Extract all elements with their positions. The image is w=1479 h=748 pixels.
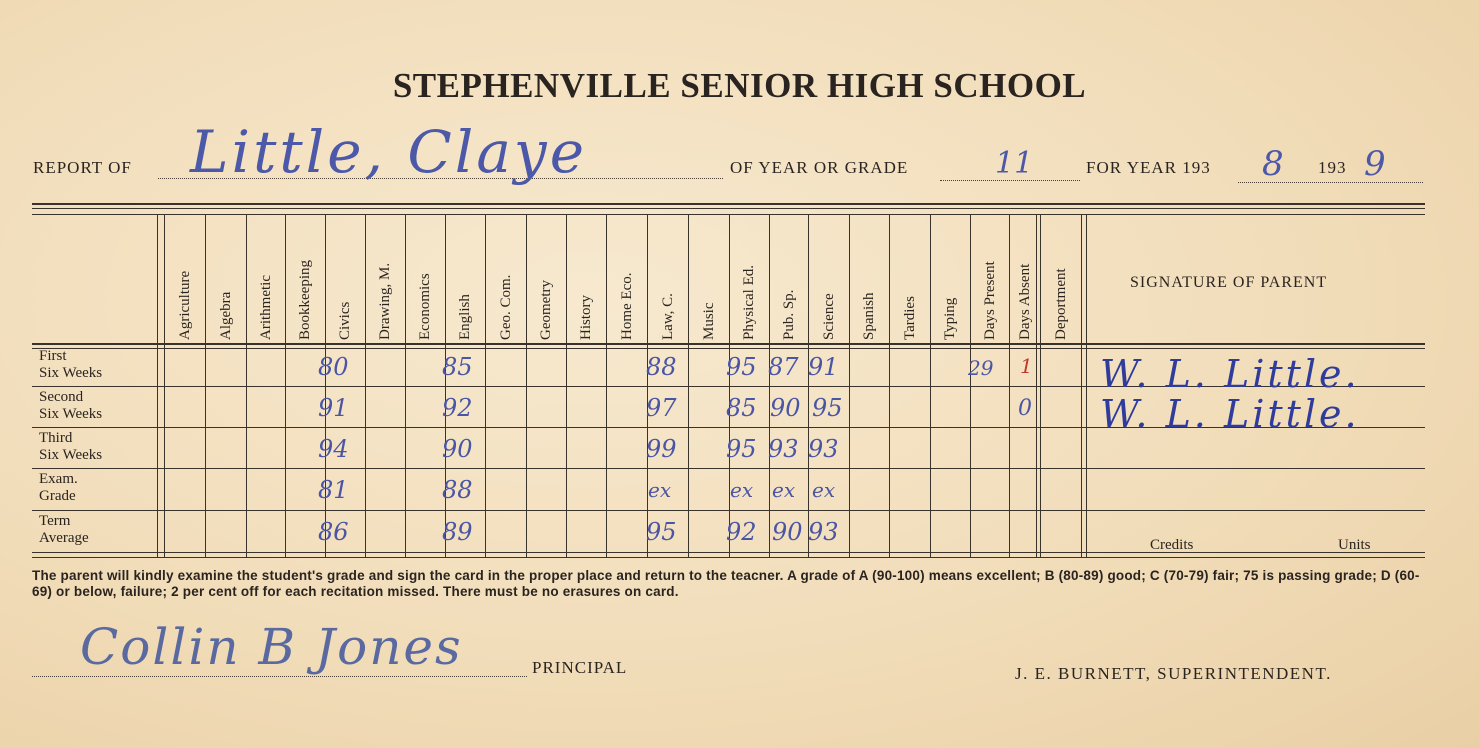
english-grade-4: 88: [442, 476, 473, 504]
science-grade-5: 93: [808, 518, 839, 546]
column-header-history: History: [578, 295, 594, 340]
physical-ed-grade-5: 92: [726, 518, 757, 546]
days-absent-value-2: 0: [1018, 396, 1032, 421]
report-of-label: REPORT OF: [33, 158, 132, 177]
principal-line: [32, 676, 527, 677]
physical-ed-grade-1: 95: [726, 353, 757, 381]
column-header-algebra: Algebra: [217, 291, 234, 340]
civics-grade-4: 81: [318, 476, 349, 504]
column-header-geometry: Geometry: [538, 280, 554, 340]
english-grade-5: 89: [442, 518, 473, 546]
year-start-digit: 8: [1262, 144, 1284, 184]
english-grade-1: 85: [442, 353, 473, 381]
science-grade-1: 91: [808, 353, 839, 381]
header-bottom-rule: [32, 343, 1425, 345]
pub-sp-grade-5: 90: [772, 518, 803, 546]
physical-ed-grade-4: ex: [730, 478, 754, 502]
year-mid: 193: [1318, 158, 1347, 177]
instructions-text: The parent will kindly examine the student's grade and sign the card in the proper place and return to the teacner. A grade of A (90-100) means excellent; B (80-89) good; C (70-79) fair; 75 is passing grade; D (60-69) or below, failure; 2 per cent off for each recitation missed. There must be no erasures on card.: [32, 568, 1420, 599]
column-header-geo-com: Geo. Com.: [497, 274, 514, 340]
column-header-home-eco: Home Eco.: [618, 272, 635, 340]
row-label-exam: Exam. Grade: [39, 471, 78, 504]
days-absent-value-1: 1: [1020, 354, 1033, 378]
table-top-rule-2: [32, 208, 1425, 209]
parent-signature-1: W. L. Little.: [1100, 352, 1360, 396]
column-header-days-absent: Days Absent: [1016, 263, 1033, 340]
row-label-second: Second Six Weeks: [39, 389, 103, 422]
grade-value: 11: [995, 146, 1034, 181]
column-header-pub-sp: Pub. Sp.: [780, 289, 797, 340]
law-grade-1: 88: [646, 353, 677, 381]
law-grade-2: 97: [646, 394, 677, 422]
parent-signature-2: W. L. Little.: [1100, 392, 1360, 436]
column-header-music: Music: [700, 302, 717, 340]
law-grade-4: ex: [648, 478, 672, 502]
pub-sp-grade-3: 93: [768, 435, 799, 463]
credits-label: Credits: [1150, 537, 1194, 553]
law-grade-5: 95: [646, 518, 677, 546]
pub-sp-grade-2: 90: [770, 394, 801, 422]
year-grade-label: OF YEAR OR GRADE: [730, 158, 909, 177]
row-label-term: Term Average: [39, 513, 89, 546]
principal-label: PRINCIPAL: [532, 658, 628, 677]
student-name: Little, Claye: [190, 118, 588, 186]
row-rule-3: [32, 468, 1425, 469]
signature-of-parent-header: SIGNATURE OF PARENT: [1130, 274, 1328, 291]
pub-sp-grade-1: 87: [768, 353, 799, 381]
civics-grade-3: 94: [318, 435, 349, 463]
year-end-digit: 9: [1364, 144, 1386, 184]
column-header-drawing-m: Drawing, M.: [377, 262, 393, 340]
civics-grade-2: 91: [318, 394, 349, 422]
column-header-deportment: Deportment: [1052, 268, 1069, 340]
row-rule-5: [32, 552, 1425, 553]
superintendent-label: J. E. BURNETT, SUPERINTENDENT.: [1015, 664, 1332, 683]
principal-signature: Collin B Jones: [80, 618, 463, 676]
civics-grade-5: 86: [318, 518, 349, 546]
column-header-law-c: Law, C.: [659, 293, 676, 340]
row-rule-6: [32, 557, 1425, 558]
column-header-english: English: [457, 294, 473, 340]
table-top-rule: [32, 203, 1425, 205]
row-label-third: Third Six Weeks: [39, 430, 103, 463]
science-grade-4: ex: [812, 478, 836, 502]
column-header-science: Science: [820, 293, 837, 340]
english-grade-2: 92: [442, 394, 473, 422]
school-name: STEPHENVILLE SENIOR HIGH SCHOOL: [392, 66, 1087, 105]
column-header-agriculture: Agriculture: [176, 270, 193, 340]
column-header-economics: Economics: [417, 273, 433, 340]
row-label-first: First Six Weeks: [39, 348, 103, 381]
column-header-bookkeeping: Bookkeeping: [297, 260, 313, 340]
physical-ed-grade-2: 85: [726, 394, 757, 422]
for-year-label: FOR YEAR 193: [1086, 158, 1211, 177]
physical-ed-grade-3: 95: [726, 435, 757, 463]
column-header-civics: Civics: [337, 301, 353, 340]
column-header-spanish: Spanish: [861, 292, 877, 340]
pub-sp-grade-4: ex: [772, 478, 796, 502]
column-header-days-present: Days Present: [981, 261, 998, 340]
column-header-arithmetic: Arithmetic: [257, 275, 274, 340]
law-grade-3: 99: [646, 435, 677, 463]
civics-grade-1: 80: [318, 353, 349, 381]
science-grade-2: 95: [812, 394, 843, 422]
column-header-tardies: Tardies: [901, 296, 918, 340]
units-label: Units: [1338, 537, 1371, 553]
english-grade-3: 90: [442, 435, 473, 463]
header-bottom-rule-2: [32, 348, 1425, 349]
column-header-typing: Typing: [942, 297, 958, 340]
column-header-physical-ed: Physical Ed.: [741, 265, 757, 340]
row-rule-4: [32, 510, 1425, 511]
science-grade-3: 93: [808, 435, 839, 463]
days-present-value: 29: [968, 356, 994, 380]
